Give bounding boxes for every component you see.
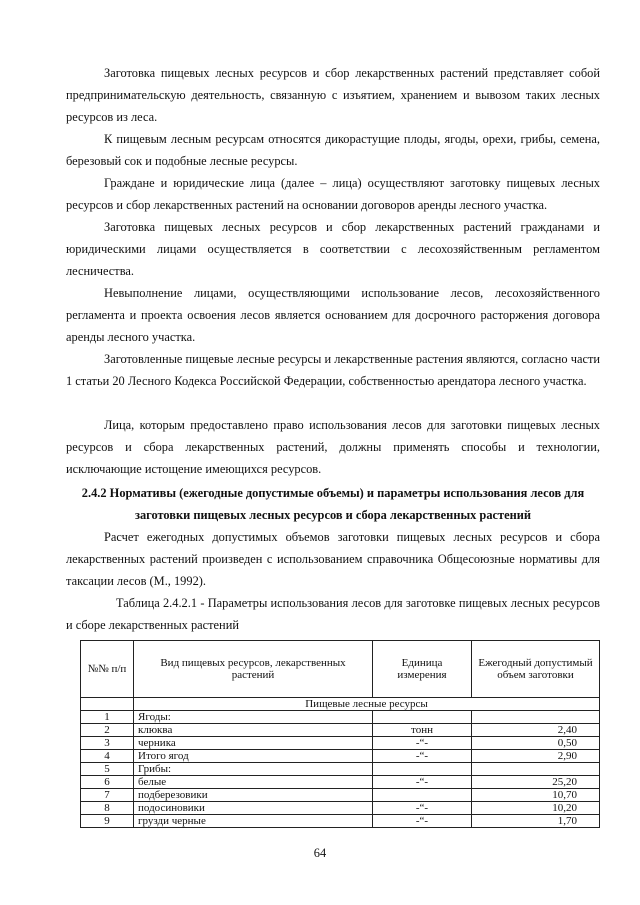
row-value bbox=[472, 711, 600, 724]
section-heading: 2.4.2 Нормативы (ежегодные допустимые объемы) и параметры использования лесов для заготовки пищевых лесных ресурсов и сбора лекарственных растений bbox=[81, 486, 585, 522]
header-number: №№ п/п bbox=[81, 641, 134, 698]
header-annual-volume: Ежегодный допустимый объем заготовки bbox=[472, 641, 600, 698]
row-unit: -“- bbox=[373, 750, 472, 763]
row-value: 25,20 bbox=[472, 776, 600, 789]
row-unit: -“- bbox=[373, 737, 472, 750]
paragraph-5: Невыполнение лицами, осуществляющими использование лесов, лесохозяйственного регламента и проекта освоения лесов является основанием для досрочного расторжения договора аренды лесного участка. bbox=[66, 286, 600, 344]
row-number: 4 bbox=[81, 750, 134, 763]
table-row bbox=[81, 737, 600, 750]
row-name: подосиновики bbox=[134, 802, 373, 815]
table-row bbox=[81, 763, 600, 776]
row-name: черника bbox=[134, 737, 373, 750]
row-name: Итого ягод bbox=[134, 750, 373, 763]
section-empty-cell bbox=[81, 698, 134, 711]
row-number: 5 bbox=[81, 763, 134, 776]
row-unit bbox=[373, 711, 472, 724]
row-number: 2 bbox=[81, 724, 134, 737]
row-number: 8 bbox=[81, 802, 134, 815]
row-unit: -“- bbox=[373, 776, 472, 789]
row-unit: -“- bbox=[373, 815, 472, 828]
parameters-table bbox=[80, 640, 600, 828]
calc-paragraph: Расчет ежегодных допустимых объемов заготовки пищевых лесных ресурсов и сбора лекарственных растений произведен с использованием справочника Общесоюзные нормативы для таксации лесов (М., 1992). bbox=[66, 530, 600, 588]
paragraph-6: Заготовленные пищевые лесные ресурсы и лекарственные растения являются, согласно части 1 статьи 20 Лесного Кодекса Российской Федерации, собственностью арендатора лесного участка. bbox=[66, 352, 600, 388]
table-row bbox=[81, 789, 600, 802]
row-name: Грибы: bbox=[134, 763, 373, 776]
row-value: 2,40 bbox=[472, 724, 600, 737]
row-number: 1 bbox=[81, 711, 134, 724]
row-unit bbox=[373, 763, 472, 776]
table-header-row bbox=[81, 641, 600, 698]
row-value: 2,90 bbox=[472, 750, 600, 763]
paragraph-7: Лица, которым предоставлено право использования лесов для заготовки пищевых лесных ресурсов и сбора лекарственных растений, должны применять способы и технологии, исключающие истощение имеющихся ресурсов. bbox=[66, 418, 600, 476]
paragraph-2: К пищевым лесным ресурсам относятся дикорастущие плоды, ягоды, орехи, грибы, семена, березовый сок и подобные лесные ресурсы. bbox=[66, 132, 600, 168]
table-row bbox=[81, 776, 600, 789]
section-label: Пищевые лесные ресурсы bbox=[134, 698, 600, 711]
paragraph-3: Граждане и юридические лица (далее – лица) осуществляют заготовку пищевых лесных ресурсов и сбор лекарственных растений на основании договоров аренды лесного участка. bbox=[66, 176, 600, 212]
row-name: клюква bbox=[134, 724, 373, 737]
row-number: 3 bbox=[81, 737, 134, 750]
table-row bbox=[81, 724, 600, 737]
row-name: грузди черные bbox=[134, 815, 373, 828]
table-caption: Таблица 2.4.2.1 - Параметры использования лесов для заготовке пищевых лесных ресурсов и сборе лекарственных растений bbox=[66, 596, 600, 632]
row-unit: тонн bbox=[373, 724, 472, 737]
table-row bbox=[81, 815, 600, 828]
paragraph-4: Заготовка пищевых лесных ресурсов и сбор лекарственных растений гражданами и юридическими лицами осуществляется в соответствии с лесохозяйственным регламентом лесничества. bbox=[66, 220, 600, 278]
row-value: 10,70 bbox=[472, 789, 600, 802]
row-unit: -“- bbox=[373, 802, 472, 815]
table-section-row bbox=[81, 698, 600, 711]
table-row bbox=[81, 750, 600, 763]
row-number: 9 bbox=[81, 815, 134, 828]
row-value: 10,20 bbox=[472, 802, 600, 815]
row-number: 6 bbox=[81, 776, 134, 789]
row-value bbox=[472, 763, 600, 776]
row-name: Ягоды: bbox=[134, 711, 373, 724]
header-resource-type: Вид пищевых ресурсов, лекарственных растений bbox=[134, 641, 373, 698]
row-value: 0,50 bbox=[472, 737, 600, 750]
row-number: 7 bbox=[81, 789, 134, 802]
page-number: 64 bbox=[313, 846, 327, 860]
row-name: подберезовики bbox=[134, 789, 373, 802]
row-unit bbox=[373, 789, 472, 802]
paragraph-1: Заготовка пищевых лесных ресурсов и сбор лекарственных растений представляет собой предпринимательскую деятельность, связанную с изъятием, хранением и вывозом таких лесных ресурсов из леса. bbox=[66, 66, 600, 124]
row-name: белые bbox=[134, 776, 373, 789]
table-row bbox=[81, 802, 600, 815]
header-unit: Единица измерения bbox=[373, 641, 472, 698]
row-value: 1,70 bbox=[472, 815, 600, 828]
table-row bbox=[81, 711, 600, 724]
